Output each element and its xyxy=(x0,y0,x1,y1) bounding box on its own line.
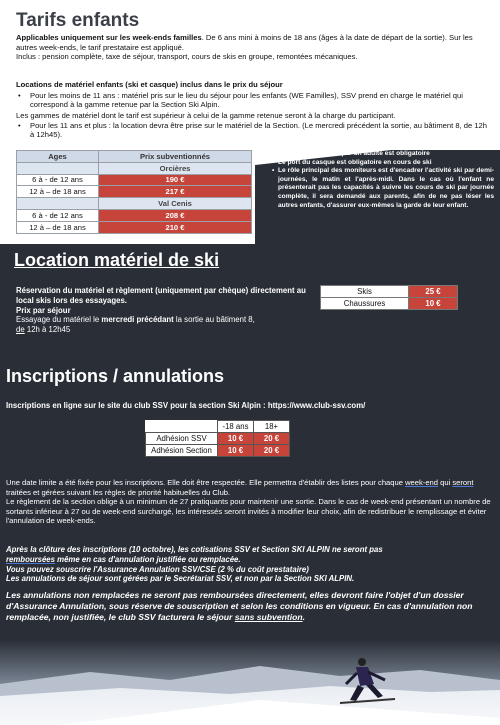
notes-list xyxy=(272,150,494,210)
bullet-dot: • xyxy=(18,121,21,130)
adhesion-table xyxy=(145,420,290,457)
table-row: 6 à - de 12 ans 190 € xyxy=(17,174,252,186)
list-item: • L'accompagnement par un adulte est obligatoire xyxy=(272,150,494,159)
section-val-cenis: Val Cenis xyxy=(99,198,252,210)
intro-rest: . De 6 ans mini à moins de 18 ans (âges à la date de départ de la sortie). Sur les autres week-ends, le tarif prestataire est appliqué. xyxy=(16,33,473,52)
location-title: Location matériel de ski xyxy=(14,250,220,270)
bullet-under-11: • Pour les moins de 11 ans : matériel pris sur le lieu du séjour pour les enfants (WE Familles), SSV prend en charge le matériel qui correspond à la gamme retenue par la Section Ski Alpin. xyxy=(18,91,463,110)
tarifs-intro xyxy=(16,33,490,62)
table-row: 12 à – de 18 ans 217 € xyxy=(17,186,252,198)
ski-price-table xyxy=(320,285,458,310)
bullet-dot: • xyxy=(18,91,21,100)
price-table xyxy=(16,150,252,234)
table-row: Adhésion SSV 10 € 20 € xyxy=(146,433,290,445)
table-row: Skis 25 € xyxy=(321,286,458,298)
gamme-text: Les gammes de matériel dont le tarif est supérieur à celui de la gamme retenue seront à la charge du participant. xyxy=(16,111,396,120)
inscriptions-paragraph: Une date limite a été fixée pour les inscriptions. Elle doit être respectée. Elle permettra d'établir des listes pour chaque week-end qui seront traitées et gérées suivant les règles de priorité habituelles du Club. Le règlement de la section oblige à un minimum de 27 pratiquants pour maintenir une sortie. Dans le cas de week-end présentant un nombre de sortants inférieur à 27 ou de week-end surchargé, les intéressés seront invités à modifier leur choix, afin de redistribuer le remplissage et éviter l'annulation de week-ends. xyxy=(6,478,491,526)
loc-heading: Locations de matériel enfants (ski et casque) inclus dans le prix du séjour xyxy=(16,80,283,89)
section-orcieres: Orcières xyxy=(99,162,252,174)
table-row: 6 à - de 12 ans 208 € xyxy=(17,209,252,221)
header-ages: Ages xyxy=(17,151,99,163)
list-item: • Le rôle principal des moniteurs est d'encadrer l'activité ski par demi-journées, le matin et l'après-midi. Dans le cas où l'enfant ne présenterait pas les capacités à suivre les cours de ski par journée complète, il sera demandé aux parents, afin de ne pas léser les autres enfants, d'assurer eux-mêmes la garde de leur enfant. xyxy=(272,167,494,210)
snow-skier-photo xyxy=(0,640,500,725)
list-item: • Le port du casque est obligatoire en cours de ski xyxy=(272,159,494,168)
inscriptions-title: Inscriptions / annulations xyxy=(6,366,225,386)
table-row: Chaussures 10 € xyxy=(321,298,458,310)
intro-bold: Applicables uniquement sur les week-ends familles xyxy=(16,33,202,42)
annulation-rules: Après la clôture des inscriptions (10 octobre), les cotisations SSV et Section SKI ALPIN ne seront pas remboursées même en cas d'annulation justifiée ou remplacée. Vous pouvez souscrire l'Assurance Annulation SSV/CSE (2 % du coût prestataire) Les annulations de séjour sont gérées par le Secrétariat SSV, et non par la Section SKI ALPIN. xyxy=(6,545,383,584)
table-row: 12 à – de 18 ans 210 € xyxy=(17,221,252,233)
tarifs-title: Tarifs enfants xyxy=(16,10,140,31)
annulation-warning: Les annulations non remplacées ne seront pas remboursées directement, elles devront faire l'objet d'un dossier d'Assurance Annulation, sous réserve de souscription et selon les conditions en vigueur. En cas d'annulation non remplacée, non justifiée, le club SSV facturera le séjour sans subvention. xyxy=(6,590,473,623)
header-prix: Prix subventionnés xyxy=(99,151,252,163)
table-row: Adhésion Section 10 € 20 € xyxy=(146,445,290,457)
inscriptions-online: Inscriptions en ligne sur le site du club SSV pour la section Ski Alpin : https://www.club-ssv.com/ xyxy=(6,401,366,410)
bullet-11-plus: • Pour les 11 ans et plus : la location devra être prise sur le matériel de la Section. (Le mercredi précédent la sortie, au bâtiment 8, de 12h à 12h45). xyxy=(18,121,487,140)
inclus-text: Inclus : pension complète, taxe de séjour, transport, cours de skis en groupe, remontées mécaniques. xyxy=(16,52,358,62)
header-18-plus: 18+ xyxy=(254,421,290,433)
location-text: Réservation du matériel et règlement (uniquement par chèque) directement au local skis lors des essayages. Prix par séjour Essayage du matériel le mercredi précédant la sortie au bâtiment 8, de 12h à 12h45 xyxy=(16,286,306,335)
header-under-18: -18 ans xyxy=(218,421,254,433)
